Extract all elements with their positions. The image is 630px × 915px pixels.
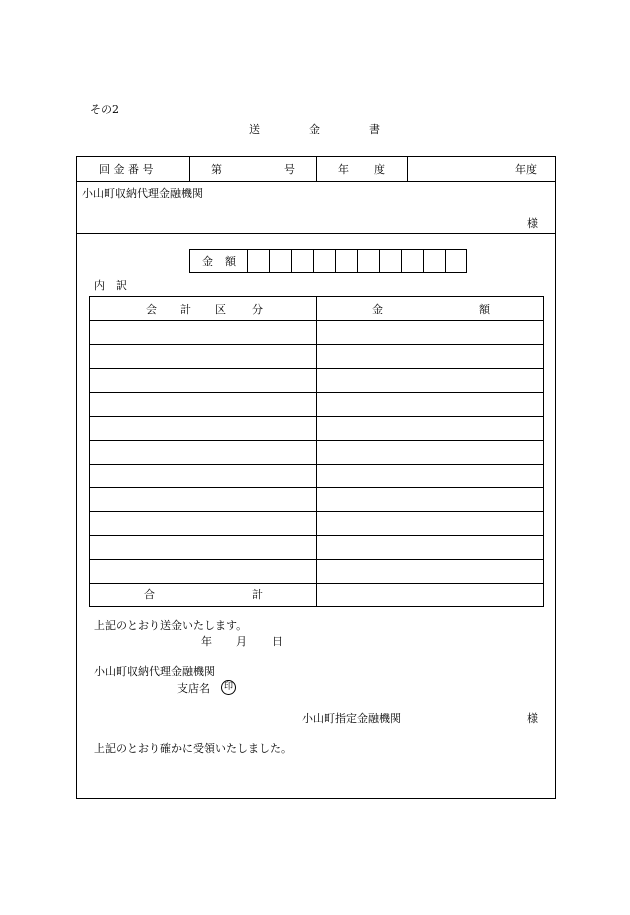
amount-label-char-1: 金 <box>202 255 213 268</box>
table-row <box>89 583 544 584</box>
payer-honorific: 様 <box>527 217 538 230</box>
form-number: その2 <box>90 103 119 116</box>
category-header-char-1: 会 <box>146 303 157 316</box>
date-day-label: 日 <box>272 635 283 648</box>
breakdown-label: 内 訳 <box>94 279 127 292</box>
table-row <box>89 368 544 369</box>
recipient-bank-name: 小山町指定金融機関 <box>302 712 401 725</box>
receipt-statement: 上記のとおり確かに受領いたしました。 <box>94 742 292 755</box>
amount-digit-cell[interactable] <box>401 249 402 273</box>
table-row <box>89 392 544 393</box>
breakdown-column-divider <box>316 296 317 607</box>
recipient-honorific: 様 <box>527 712 538 725</box>
amount-digit-cell[interactable] <box>335 249 336 273</box>
category-header-char-3: 区 <box>215 303 226 316</box>
total-label-char-1: 合 <box>144 588 155 601</box>
table-row <box>89 535 544 536</box>
table-row <box>89 416 544 417</box>
table-row <box>89 440 544 441</box>
table-row <box>89 464 544 465</box>
amount-header-char-1: 金 <box>372 303 383 316</box>
payer-name: 小山町収納代理金融機関 <box>82 187 203 200</box>
amount-digit-cell[interactable] <box>379 249 380 273</box>
table-row <box>89 511 544 512</box>
category-header-char-4: 分 <box>252 303 263 316</box>
amount-digit-cell[interactable] <box>269 249 270 273</box>
year-label: 年 <box>338 163 349 176</box>
table-row <box>89 344 544 345</box>
payer-divider <box>76 233 556 234</box>
table-row <box>89 559 544 560</box>
date-year-label: 年 <box>201 635 212 648</box>
header-divider <box>76 181 556 182</box>
remittance-number-label: 回 金 番 号 <box>99 163 154 176</box>
table-row <box>89 320 544 321</box>
category-header-char-2: 計 <box>180 303 191 316</box>
title-char-2: 金 <box>309 123 320 136</box>
amount-header-char-2: 額 <box>479 303 490 316</box>
amount-digit-cell[interactable] <box>247 249 248 273</box>
amount-digit-cell[interactable] <box>313 249 314 273</box>
table-row <box>89 487 544 488</box>
remittance-statement: 上記のとおり送金いたします。 <box>94 619 248 632</box>
date-month-label: 月 <box>236 635 247 648</box>
title-char-1: 送 <box>249 123 260 136</box>
seal-mark-icon: 印 <box>221 680 236 695</box>
sender-bank-name: 小山町収納代理金融機関 <box>94 665 215 678</box>
amount-digit-cell[interactable] <box>291 249 292 273</box>
amount-label-char-2: 額 <box>225 255 236 268</box>
amount-digit-cell[interactable] <box>445 249 446 273</box>
title-char-3: 書 <box>369 123 380 136</box>
branch-name-label: 支店名 <box>177 682 210 695</box>
fiscal-label: 度 <box>374 163 385 176</box>
go-label: 号 <box>284 163 295 176</box>
amount-digit-cell[interactable] <box>357 249 358 273</box>
total-label-char-2: 計 <box>252 588 263 601</box>
dai-label: 第 <box>211 163 222 176</box>
fiscal-year-label: 年度 <box>515 163 537 176</box>
amount-digit-cell[interactable] <box>423 249 424 273</box>
